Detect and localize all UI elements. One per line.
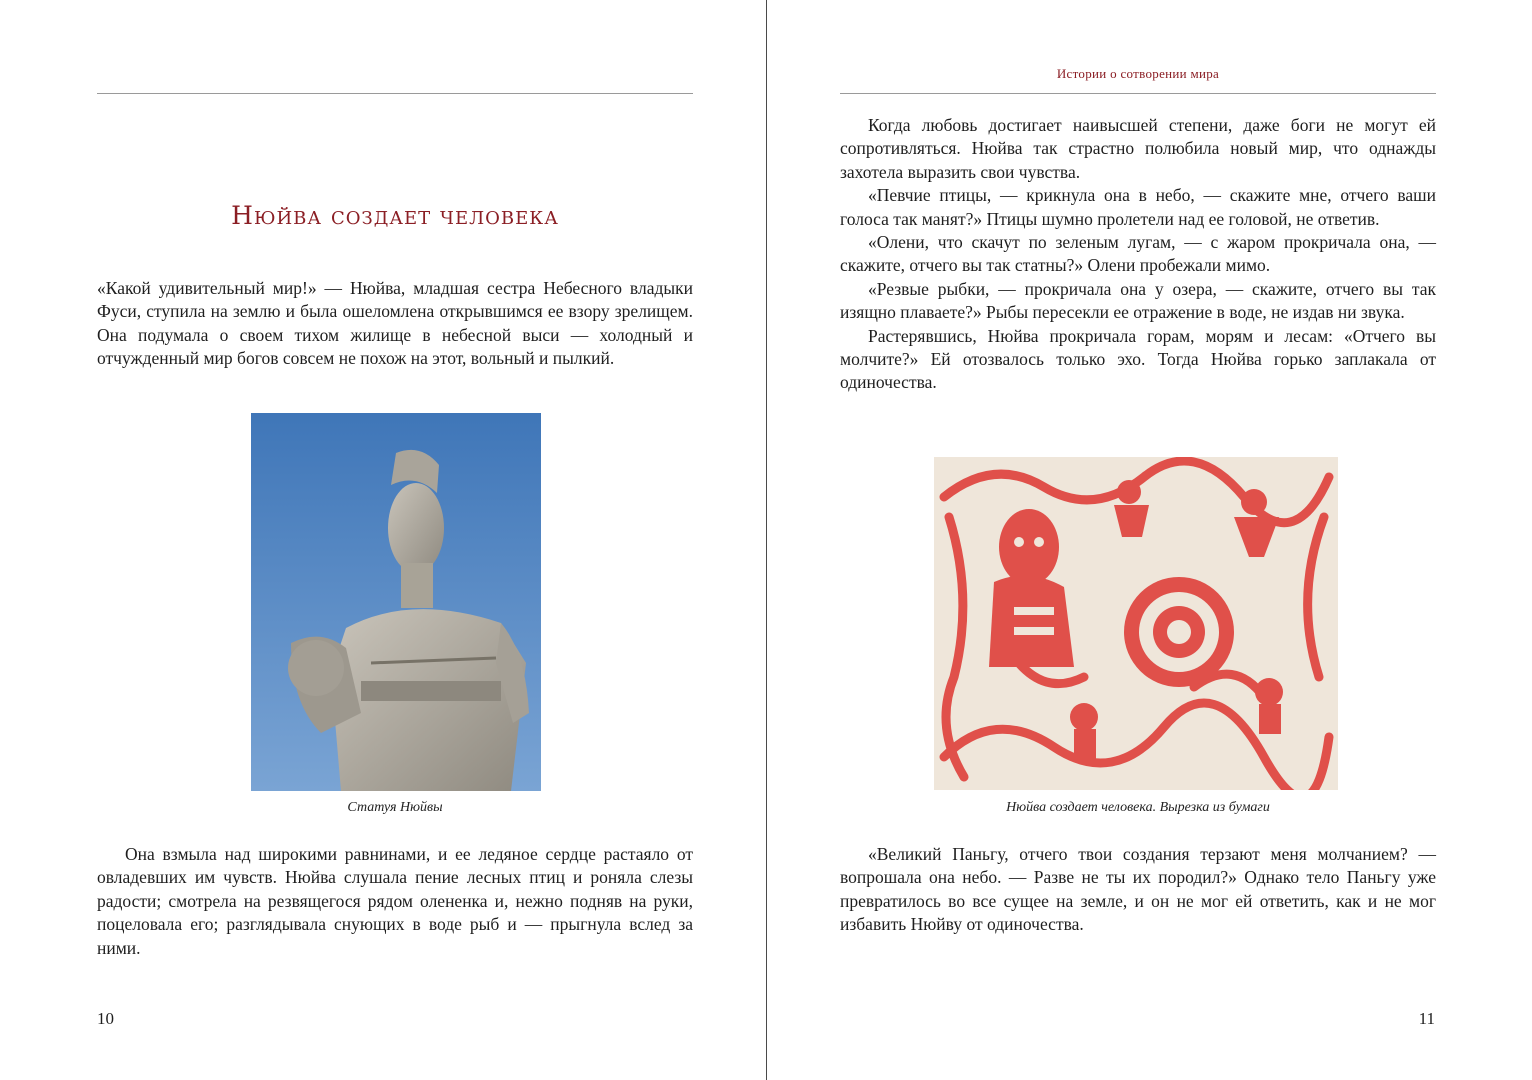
- paragraph: «Резвые рыбки, — прокричала она у озера, — скажите, отчего вы так изящно плаваете?» Рыбы пересекли ее отражение в воде, не издав ни звука.: [840, 278, 1436, 323]
- paragraph: «Певчие птицы, — крикнула она в небо, — скажите мне, отчего ваши голоса так манят?» Птицы шумно пролетели над ее головой, не ответив.: [840, 185, 1436, 229]
- page-number: 11: [1418, 1009, 1435, 1028]
- paragraph: «Олени, что скачут по зеленым лугам, — с жаром прокричала она, — скажите, отчего вы так статны?» Олени пробежали мимо.: [840, 232, 1436, 276]
- image-caption: Статуя Нюйвы: [347, 800, 443, 815]
- papercut-illustration: [934, 457, 1338, 790]
- header-rule: [840, 93, 1436, 94]
- page-number: 10: [97, 1009, 114, 1028]
- paragraph: «Великий Паньгу, отчего твои создания терзают меня молчанием? — вопрошала она небо. — Разве не ты их породил?» Однако тело Паньгу уже превратилось во все сущее на земле, и он не мог ей ответить, как и не мог избавить Нюйву от одиночества.: [840, 844, 1436, 935]
- body-text: [97, 277, 693, 371]
- running-head: Истории о сотворении мира: [1056, 66, 1220, 81]
- statue-photo: [251, 413, 541, 791]
- header-rule: [97, 93, 693, 94]
- body-text: [840, 114, 1436, 395]
- paragraph: Она взмыла над широкими равнинами, и ее ледяное сердце растаяло от овладевших им чувств. Нюйва слушала пение лесных птиц и роняла слезы радости; смотрела на резвящегося рядом олененка и, нежно подняв на руки, поцеловала его; разглядывала снующих в воде рыб и — прыгнула вслед за ними.: [97, 844, 693, 958]
- right-page: [767, 0, 1532, 1080]
- paragraph: Растерявшись, Нюйва прокричала горам, морям и лесам: «Отчего вы молчите?» Ей отозвалось только эхо. Тогда Нюйва горько заплакала от одиночества.: [840, 325, 1436, 393]
- image-caption: Нюйва создает человека. Вырезка из бумаги: [1006, 800, 1270, 815]
- paragraph: Когда любовь достигает наивысшей степени, даже боги не могут ей сопротивляться. Нюйва так страстно полюбила новый мир, что однажды захотела выразить свои чувства.: [840, 115, 1436, 182]
- body-text: [97, 843, 693, 960]
- paragraph: «Какой удивительный мир!» — Нюйва, младшая сестра Небесного владыки Фуси, ступила на землю и была ошеломлена открывшимся ее взору зрелищем. Она подумала о своем тихом жилище в небесной выси — холодный и отчужденный мир богов совсем не похож на этот, вольный и пылкий.: [97, 278, 693, 369]
- body-text: [840, 843, 1436, 937]
- chapter-title: Нюйва создает человека: [231, 201, 559, 230]
